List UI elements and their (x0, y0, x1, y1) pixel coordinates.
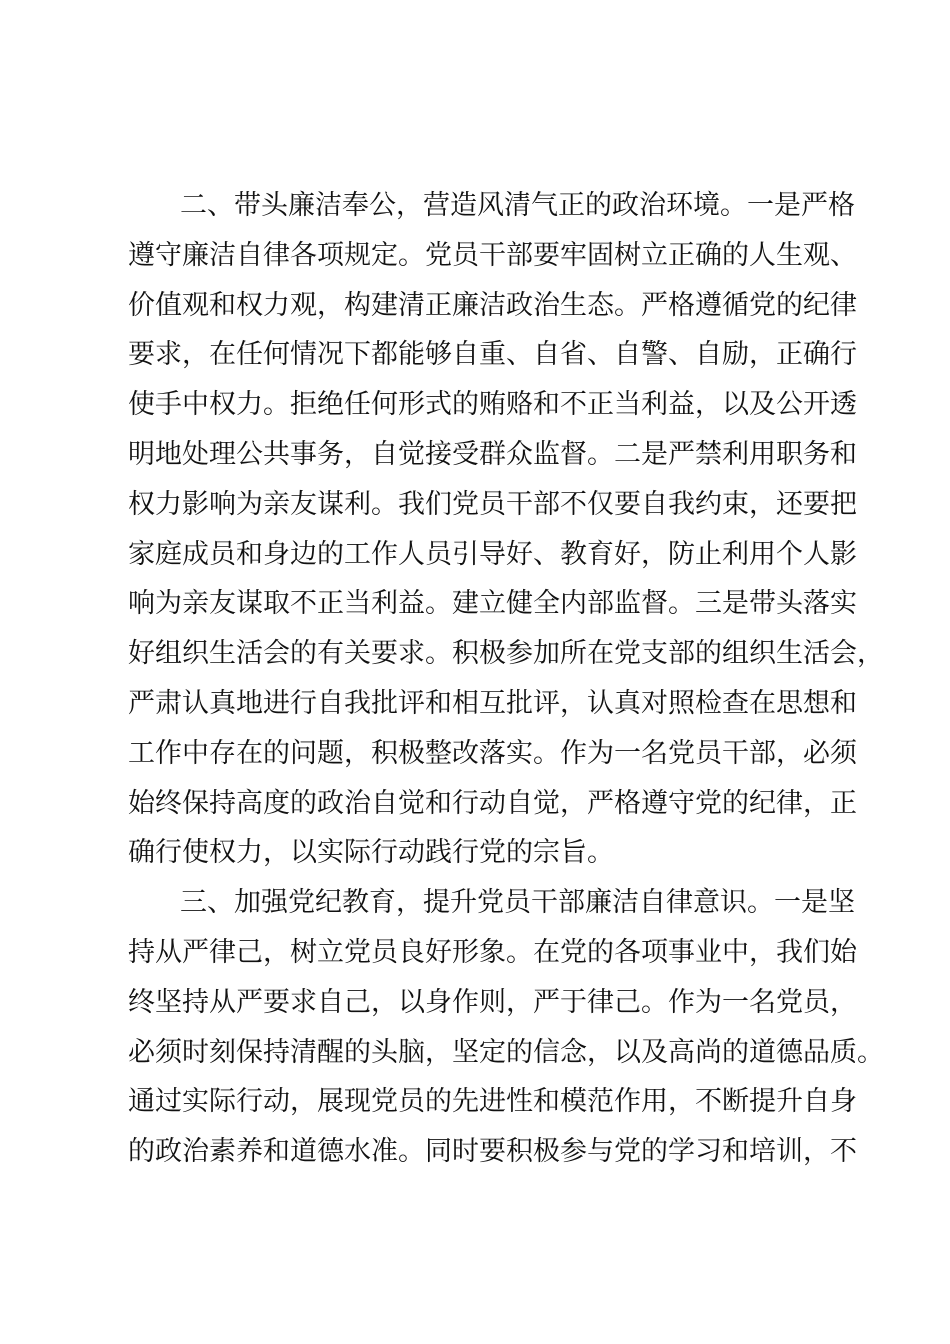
paragraph-3-line: 持从严律己，树立党员良好形象。在党的各项事业中，我们始 (128, 936, 857, 968)
paragraph-2 (128, 181, 884, 878)
paragraph-2-line: 始终保持高度的政治自觉和行动自觉，严格遵守党的纪律，正 (128, 787, 857, 819)
paragraph-2-line: 严肃认真地进行自我批评和相互批评，认真对照检查在思想和 (128, 687, 857, 719)
paragraph-3-line: 必须时刻保持清醒的头脑，坚定的信念，以及高尚的道德品质。 (128, 1036, 884, 1068)
paragraph-2-line: 使手中权力。拒绝任何形式的贿赂和不正当利益，以及公开透 (128, 389, 857, 421)
paragraph-2-line: 家庭成员和身边的工作人员引导好、教育好，防止利用个人影 (128, 538, 857, 570)
paragraph-2-line: 要求，在任何情况下都能够自重、自省、自警、自励，正确行 (128, 339, 857, 371)
paragraph-2-line: 价值观和权力观，构建清正廉洁政治生态。严格遵循党的纪律 (128, 289, 857, 321)
paragraph-2-line: 确行使权力，以实际行动践行党的宗旨。 (128, 837, 614, 869)
paragraph-2-line: 好组织生活会的有关要求。积极参加所在党支部的组织生活会， (128, 638, 884, 670)
paragraph-3-line: 终坚持从严要求自己，以身作则，严于律己。作为一名党员， (128, 986, 857, 1018)
paragraph-2-line: 明地处理公共事务，自觉接受群众监督。二是严禁利用职务和 (128, 438, 857, 470)
document-body (128, 181, 884, 1177)
paragraph-3-line: 三、加强党纪教育，提升党员干部廉洁自律意识。一是坚 (180, 887, 855, 919)
paragraph-2-line: 遵守廉洁自律各项规定。党员干部要牢固树立正确的人生观、 (128, 239, 857, 271)
paragraph-2-line: 权力影响为亲友谋利。我们党员干部不仅要自我约束，还要把 (128, 488, 857, 520)
paragraph-2-line: 响为亲友谋取不正当利益。建立健全内部监督。三是带头落实 (128, 588, 857, 620)
paragraph-3-line: 通过实际行动，展现党员的先进性和模范作用，不断提升自身 (128, 1086, 857, 1118)
paragraph-3-line: 的政治素养和道德水准。同时要积极参与党的学习和培训，不 (128, 1136, 857, 1168)
paragraph-3 (128, 878, 884, 1177)
paragraph-2-line: 二、带头廉洁奉公，营造风清气正的政治环境。一是严格 (180, 190, 855, 221)
paragraph-2-line: 工作中存在的问题，积极整改落实。作为一名党员干部，必须 (128, 737, 857, 769)
